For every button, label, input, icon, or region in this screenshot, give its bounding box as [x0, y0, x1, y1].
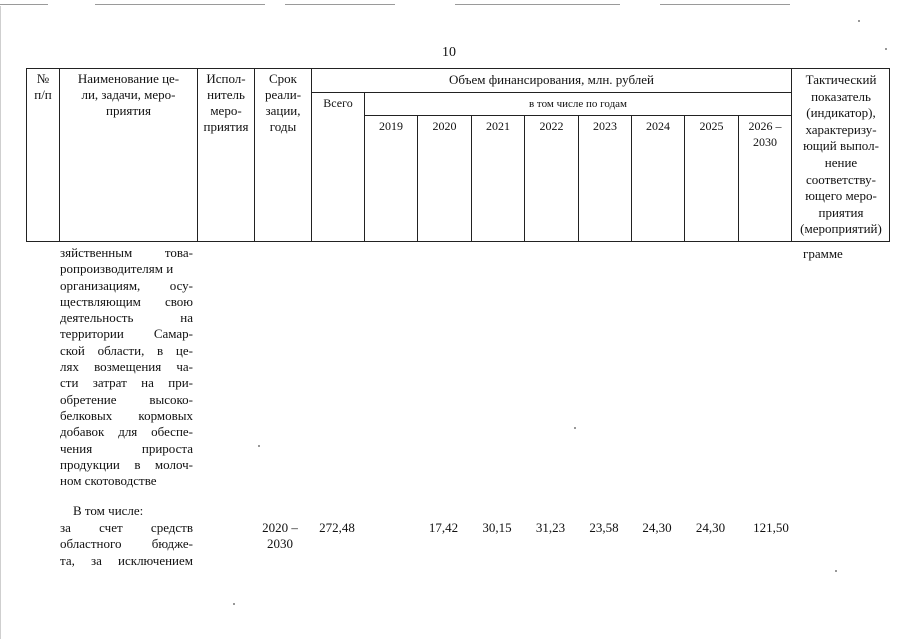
- text-line: областного бюдже-: [60, 536, 193, 552]
- text-line: деятельность на: [60, 310, 193, 326]
- funding-2024: 24,30: [642, 520, 672, 535]
- col-divider: [524, 116, 525, 241]
- row-divider: [364, 115, 791, 116]
- scan-left-edge: [0, 6, 1, 639]
- scan-edge-line: [0, 4, 48, 5]
- table-header: [26, 68, 890, 242]
- page-number: 10: [442, 45, 456, 60]
- indicator-continuation: грамме: [803, 246, 843, 261]
- header-year: 2024: [646, 119, 670, 133]
- header-year: 2025: [699, 119, 724, 133]
- text-line: та, за исключением: [60, 552, 193, 568]
- text-line: добавок для обеспе-: [60, 424, 193, 440]
- funding-period: 2020 – 2030: [262, 520, 298, 551]
- text-line: обретение высоко-: [60, 391, 193, 407]
- header-period: Срок реали- зации, годы: [264, 71, 302, 134]
- header-executor: Испол- нитель меро- приятия: [203, 71, 249, 134]
- scan-edge-line: [660, 4, 790, 5]
- scan-speck: [574, 427, 576, 429]
- text-line: белковых кормовых: [60, 407, 193, 423]
- funding-2022: 31,23: [535, 520, 566, 535]
- text-line: ном скотоводстве: [60, 473, 157, 489]
- header-total: Всего: [323, 96, 353, 110]
- funding-2026-2030: 121,50: [753, 520, 789, 535]
- text-line: территории Самар-: [60, 326, 193, 342]
- scan-speck: [233, 603, 235, 605]
- funding-source-description: [60, 520, 193, 569]
- funding-2020: 17,42: [428, 520, 459, 535]
- funding-total: 272,48: [319, 520, 355, 535]
- scan-edge-line: [95, 4, 265, 5]
- header-indicator: Тактический показатель (индикатор), характеризу- ющий выпол- нение соответству- ющего меро- приятия (мероприятий): [800, 72, 882, 237]
- scan-speck: [858, 20, 860, 22]
- text-line: ществляющим свою: [60, 293, 193, 309]
- text-line: организациям, осу-: [60, 277, 193, 293]
- activity-description: [60, 245, 193, 489]
- col-divider: [684, 116, 685, 241]
- header-name: Наименование це- ли, задачи, меро- приятия: [77, 71, 180, 118]
- col-divider: [417, 116, 418, 241]
- header-year: 2022: [539, 119, 564, 133]
- col-divider: [631, 116, 632, 241]
- scan-speck: [835, 570, 837, 572]
- text-line: за счет средств: [60, 520, 193, 535]
- header-number: № п/п: [34, 71, 52, 102]
- text-line: продукции в молоч-: [60, 456, 193, 472]
- row-divider: [311, 92, 791, 93]
- funding-2023: 23,58: [589, 520, 619, 535]
- text-line: ропроизводителям и: [60, 261, 174, 277]
- funding-2025: 24,30: [695, 520, 726, 535]
- scan-edge-line: [455, 4, 620, 5]
- subheading-including: В том числе:: [73, 503, 144, 518]
- text-line: лях возмещения ча-: [60, 359, 193, 375]
- funding-2021: 30,15: [482, 520, 512, 535]
- header-year: 2019: [379, 119, 403, 133]
- header-by-years: в том числе по годам: [528, 98, 628, 110]
- text-line: сти затрат на при-: [60, 375, 193, 391]
- header-year-last: 2026 – 2030: [748, 119, 782, 149]
- scan-edge-line: [285, 4, 395, 5]
- scan-speck: [258, 445, 260, 447]
- header-year: 2020: [432, 119, 457, 133]
- header-year: 2023: [593, 119, 617, 133]
- col-divider: [578, 116, 579, 241]
- col-divider: [471, 116, 472, 241]
- header-financing: Объем финансирования, млн. рублей: [449, 72, 654, 87]
- text-line: чения прироста: [60, 440, 193, 456]
- text-line: зяйственным това-: [60, 245, 193, 260]
- header-year: 2021: [486, 119, 510, 133]
- scan-speck: [885, 48, 887, 50]
- text-line: ской области, в це-: [60, 342, 193, 358]
